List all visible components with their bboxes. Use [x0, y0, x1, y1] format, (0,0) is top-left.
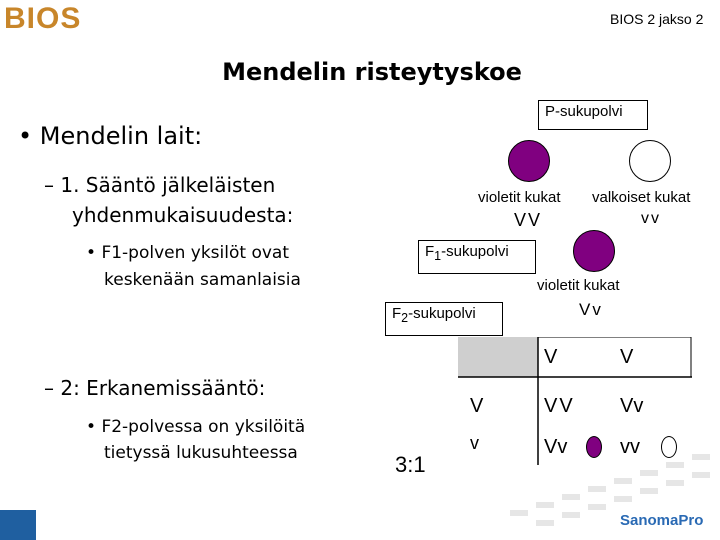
bullet-rule-1-sub: • F1-polven yksilöt ovat keskenään samanlaisia: [86, 240, 301, 294]
genotype-vv-dominant: VV: [514, 210, 543, 230]
rule-1-line-2: yhdenmukaisuudesta:: [72, 203, 294, 227]
punnett-cell-1-1: VV: [544, 395, 575, 417]
punnett-cell-2-2: vv: [620, 436, 640, 458]
white-flower-circle: [629, 140, 671, 182]
white-flowers-label: valkoiset kukat: [592, 189, 691, 206]
bullet-mendel-laws: • Mendelin lait:: [18, 122, 203, 150]
rule-2-sub-line-2: tietyssä lukusuhteessa: [104, 443, 298, 463]
punnett-col-header-1: V: [544, 346, 558, 368]
punnett-col-header-2: V: [620, 346, 634, 368]
f1-generation-box: $F_1$-sukupolvi: [418, 240, 536, 274]
bios-logo: BIOS: [4, 2, 82, 35]
violet-flower-circle: [508, 140, 550, 182]
punnett-row-header-1: V: [470, 395, 484, 417]
rule-1-sub-line-1: F1-polven yksilöt ovat: [101, 243, 290, 263]
sanomapro-logo: SanomaPro: [620, 512, 704, 529]
rule-2-sub-line-1: F2-polvessa on yksilöitä: [101, 417, 306, 437]
rule-1-sub-line-2: keskenään samanlaisia: [104, 270, 301, 290]
f1-violet-flowers-label: violetit kukat: [537, 277, 620, 294]
punnett-cell-2-1: Vv: [544, 436, 568, 458]
slide-title: Mendelin risteytyskoe: [222, 58, 522, 86]
genotype-vv-recessive: vv: [641, 210, 661, 227]
punnett-cell-1-2: Vv: [620, 395, 644, 417]
bullet-rule-1: [44, 170, 293, 230]
f2-generation-box: $F_2$-sukupolvi: [385, 302, 503, 336]
f1-genotype: Vv: [579, 300, 603, 319]
punnett-row-header-2: v: [470, 433, 479, 453]
bullet-text: Mendelin lait:: [39, 122, 203, 150]
footer-accent-bar: [0, 510, 36, 540]
rule-1-line-1: – 1. Sääntö jälkeläisten: [44, 173, 276, 197]
ratio-label: 3:1: [395, 452, 426, 477]
p-generation-box: P-sukupolvi: [538, 100, 648, 130]
bullet-rule-2-sub: • F2-polvessa on yksilöitä tietyssä lukusuhteessa: [86, 414, 305, 466]
bullet-rule-2: – 2: Erkanemissääntö:: [44, 376, 266, 400]
violet-flowers-label: violetit kukat: [478, 189, 561, 206]
course-label: BIOS 2 jakso 2: [610, 11, 704, 27]
f1-violet-flower-circle: [573, 230, 615, 272]
